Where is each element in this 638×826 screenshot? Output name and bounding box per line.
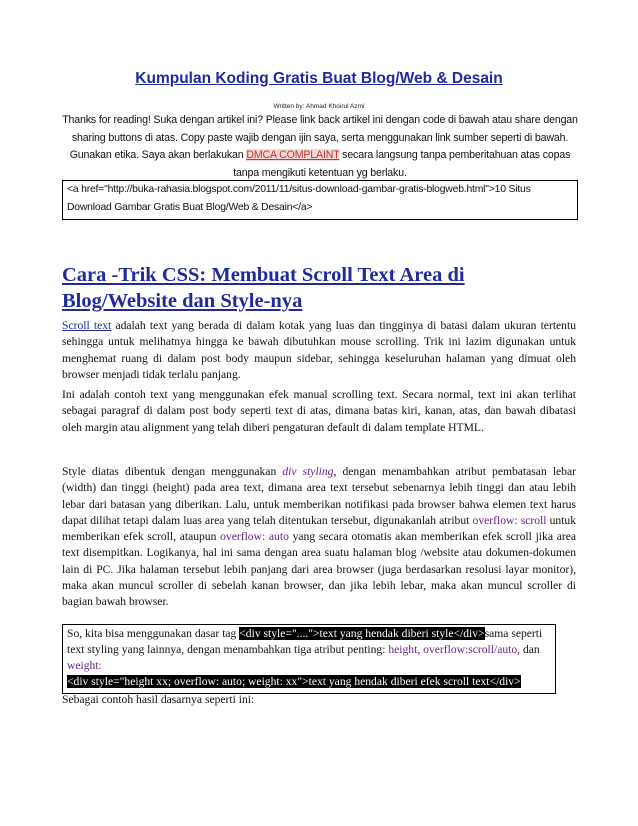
code-box-text-b: sama seperti text styling yang lainnya, dengan menambahkan tiga atribut penting: bbox=[67, 627, 543, 656]
intro-text-end: secara langsung tanpa pemberitahuan atas copas tanpa mengikuti ketentuan yg berlaku. bbox=[233, 149, 571, 179]
code-box-dan: dan bbox=[522, 643, 540, 656]
paragraph-3 bbox=[62, 464, 576, 611]
dmca-link[interactable]: DMCA COMPLAINT bbox=[246, 149, 340, 162]
height-attr: height, bbox=[388, 643, 421, 656]
document-title: Kumpulan Koding Gratis Buat Blog/Web & Desain bbox=[135, 70, 503, 87]
div-scroll-tag-example: <div style="height xx; overflow: auto; weight: xx">text yang hendak diberi efek scroll text</div> bbox=[67, 675, 521, 688]
link-back-code-box: <a href="http://buka-rahasia.blogspot.com/2011/11/situs-download-gambar-gratis-blogweb.html">10 Situs Download Gambar Gratis Buat Blog/Web & Desain</a> bbox=[62, 180, 578, 220]
paragraph-3-text-a: Style diatas dibentuk dengan menggunakan bbox=[62, 465, 277, 478]
author-line: Written by: Ahmad Khoirul Azmi bbox=[273, 103, 365, 110]
div-styling-term: div styling bbox=[282, 465, 334, 478]
paragraph-1-text: adalah text yang berada di dalam kotak yang luas dan tingginya di batasi dalam ukuran tertentu sehingga untuk melihatnya hingga ke bawah dibutuhkan mouse scrolling. Trik ini lazim digunakan untuk menghemat ruang di dalam post body maupun sidebar, sehingga keseluruhan halaman yang dimuat oleh browser menjadi tidak terlalu panjang. bbox=[62, 319, 577, 381]
paragraph-3-text-d: yang secara otomatis akan memberikan efek scroll jika area text disempitkan. Logikanya, hal ini sama dengan area suatu halaman blog /website atau dokumen-dokumen lain di PC. Jika halaman tersebut lebih panjang dari area browser (juga berdasarkan resolusi layar monitor), maka akan muncul scroller di sebelah kanan browser, dan jika lebih lebar, maka akan muncul scroller di bagian bawah browser. bbox=[62, 530, 576, 609]
paragraph-3-text-b: , dengan menambahkan atribut pembatasan lebar (width) dan tinggi (height) pada area text, dimana area text tersebut sebenarnya lebih tinggi dan atau lebih lebar dari batasan yang diberikan. Lalu, untuk memberikan notifikasi pada browser bahwa elemen text harus dapat dilihat tetapi dalam luas area yang telah ditentukan tersebut, digunakanlah atribut bbox=[62, 465, 576, 527]
weight-attr: weight: bbox=[67, 659, 102, 672]
code-box-text-a: So, kita bisa menggunakan dasar tag bbox=[67, 627, 237, 640]
overflow-attr: overflow:scroll/auto, bbox=[423, 643, 521, 656]
paragraph-2: Ini adalah contoh text yang menggunakan efek manual scrolling text. Secara normal, text ini akan terlihat sebagai paragraf di dalam post body seperti text di atas, dimana batas kiri, kanan, atas, dan bawah dibatasi oleh margin atau alignment yang telah diberi pengaturan default di dalam template HTML. bbox=[62, 388, 576, 434]
paragraph-3-text-c: untuk memberikan efek scroll, ataupun bbox=[62, 513, 577, 544]
scroll-text-link[interactable]: Scroll text bbox=[62, 319, 112, 332]
paragraph-1 bbox=[62, 318, 576, 383]
article-title: Cara -Trik CSS: Membuat Scroll Text Area di Blog/Website dan Style-nya bbox=[62, 264, 465, 312]
intro-text: Thanks for reading! Suka dengan artikel ini? Please link back artikel ini dengan code di bawah atau share dengan sharing buttons di atas. Copy paste wajib dengan ijin saya, serta menggunakan link sumber seperti di bawah. Gunakan etika. Saya akan berlakukan bbox=[62, 114, 578, 162]
intro-paragraph bbox=[62, 112, 578, 182]
closing-line: Sebagai contoh hasil dasarnya seperti ini: bbox=[62, 693, 255, 706]
div-tag-example: <div style="....">text yang hendak diberi style</div> bbox=[239, 627, 485, 640]
overflow-auto-term: overflow: auto bbox=[220, 530, 289, 544]
code-example-box bbox=[62, 624, 556, 694]
overflow-scroll-term: overflow: scroll bbox=[472, 513, 547, 527]
